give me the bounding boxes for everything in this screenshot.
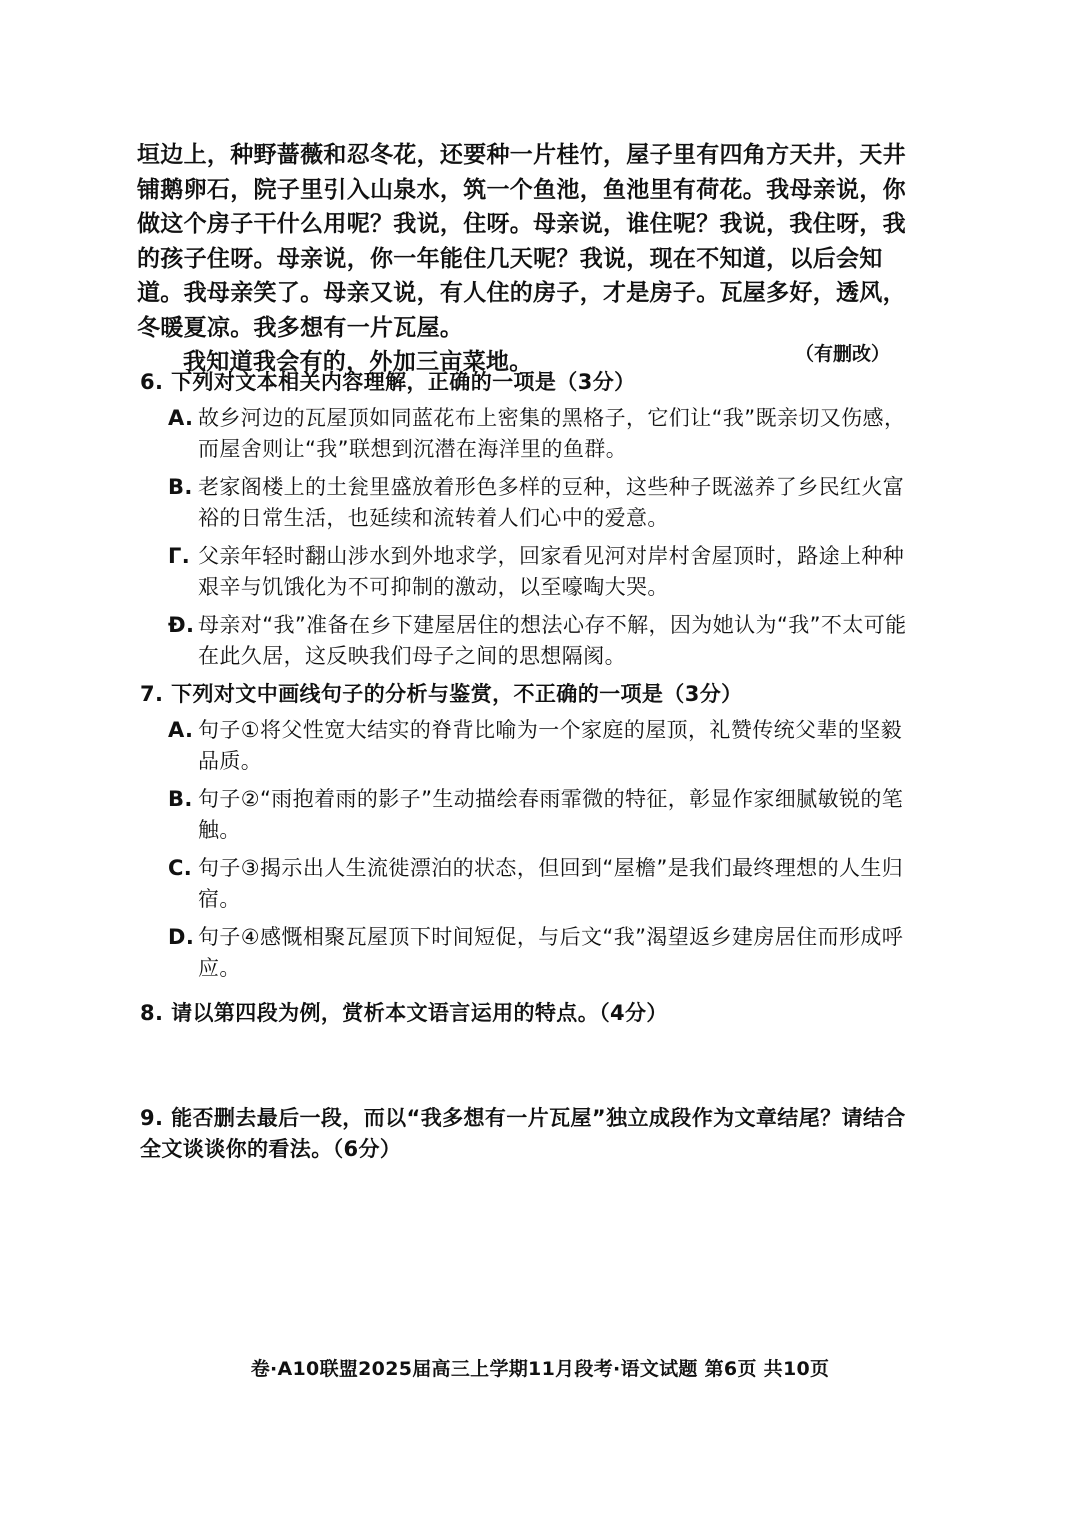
option-a — [168, 715, 910, 777]
option-letter: B. — [168, 787, 193, 811]
question-stem: 6. 下列对文本相关内容理解，正确的一项是（3分） — [140, 370, 636, 394]
option-text: 母亲对“我”准备在乡下建屋居住的想法心存不解，因为她认为“我”不太可能在此久居，这反映我们母子之间的思想隔阂。 — [198, 613, 907, 668]
question-6 — [140, 367, 910, 672]
option-d — [168, 610, 910, 672]
option-text: 句子③揭示出人生流徙漂泊的状态，但回到“屋檐”是我们最终理想的人生归宿。 — [198, 856, 904, 911]
passage-paragraph-1: 垣边上，种野蔷薇和忍冬花，还要种一片桂竹，屋子里有四角方天井，天井铺鹅卵石，院子里引入山泉水，筑一个鱼池，鱼池里有荷花。我母亲说，你做这个房子干什么用呢？我说，住呀。母亲说，谁住呢？我说，我住呀，我的孩子住呀。母亲说，你一年能住几天呢？我说，现在不知道，以后会知道。我母亲笑了。母亲又说，有人住的房子，才是房子。瓦屋多好，透风，冬暖夏凉。我多想有一片瓦屋。 — [137, 141, 906, 341]
option-d — [168, 922, 910, 984]
option-letter: A. — [168, 406, 194, 430]
option-text: 句子①将父性宽大结实的脊背比喻为一个家庭的屋顶，礼赞传统父辈的坚毅品质。 — [198, 718, 903, 773]
source-note: （有删改） — [794, 343, 890, 365]
question-stem: 8. 请以第四段为例，赏析本文语言运用的特点。（4分） — [140, 1001, 668, 1025]
option-letter: Γ. — [168, 544, 191, 568]
option-c — [168, 541, 910, 603]
question-stem: 7. 下列对文中画线句子的分析与鉴赏，不正确的一项是（3分） — [140, 682, 743, 706]
option-letter: B. — [168, 475, 193, 499]
option-text: 故乡河边的瓦屋顶如同蓝花布上密集的黑格子，它们让“我”既亲切又伤感，而屋舍则让“我”联想到沉潜在海洋里的鱼群。 — [198, 406, 906, 461]
option-text: 句子④感慨相聚瓦屋顶下时间短促，与后文“我”渴望返乡建房居住而形成呼应。 — [198, 925, 904, 980]
option-c — [168, 853, 910, 915]
option-a — [168, 403, 910, 465]
option-letter: C. — [168, 856, 193, 880]
option-text: 老家阁楼上的土瓮里盛放着形色多样的豆种，这些种子既滋养了乡民红火富裕的日常生活，也延续和流转着人们心中的爱意。 — [198, 475, 905, 530]
question-9 — [140, 1103, 910, 1165]
question-7 — [140, 679, 910, 984]
option-text: 父亲年轻时翻山涉水到外地求学，回家看见河对岸村舍屋顶时，路途上种种艰辛与饥饿化为不可抑制的激动，以至嚎啕大哭。 — [198, 544, 905, 599]
option-letter: Ð. — [168, 613, 195, 637]
page-footer: 卷·A10联盟2025届高三上学期11月段考·语文试题 第6页 共10页 — [250, 1358, 830, 1380]
question-list — [140, 367, 910, 1170]
option-text: 句子②“雨抱着雨的影子”生动描绘春雨霏微的特征，彰显作家细腻敏锐的笔触。 — [198, 787, 904, 842]
question-stem: 9. 能否删去最后一段，而以“我多想有一片瓦屋”独立成段作为文章结尾？请结合全文谈谈你的看法。（6分） — [140, 1106, 906, 1161]
reading-passage — [137, 138, 907, 380]
passage-paragraph-2: 我知道我会有的，外加三亩菜地。 — [183, 348, 533, 375]
option-letter: A. — [168, 718, 194, 742]
option-b — [168, 784, 910, 846]
option-letter: D. — [168, 925, 195, 949]
question-8 — [140, 998, 910, 1029]
option-b — [168, 472, 910, 534]
